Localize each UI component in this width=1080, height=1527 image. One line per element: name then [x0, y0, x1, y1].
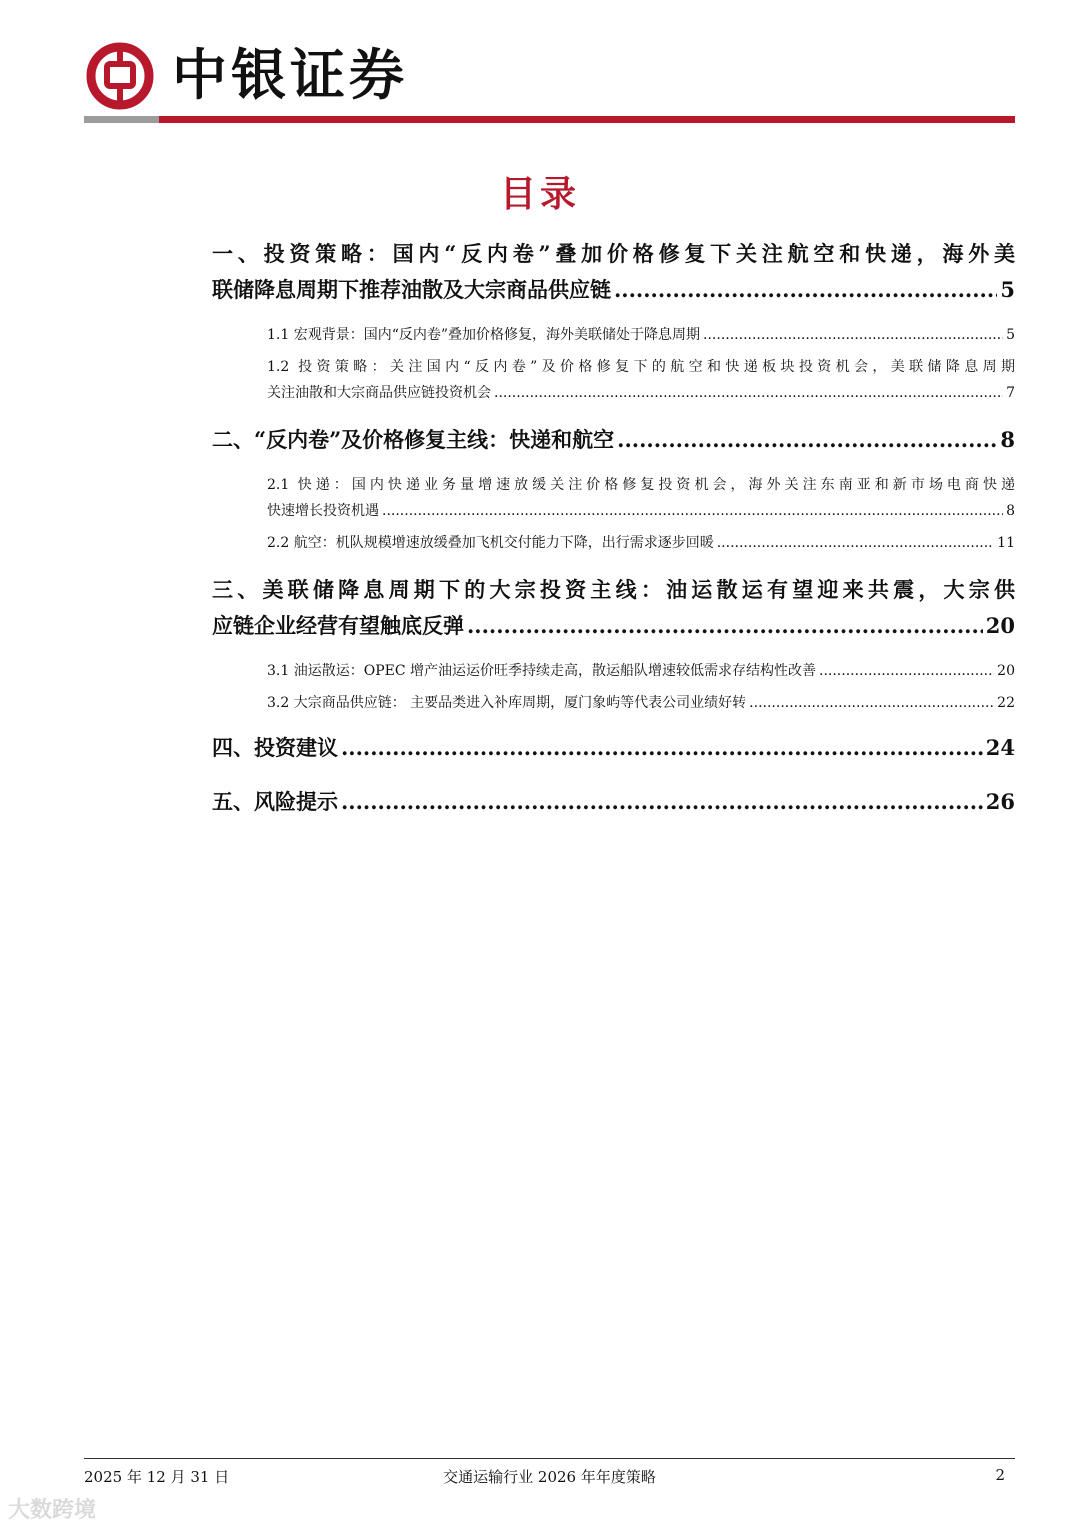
brand-name: 中银证券 [172, 42, 409, 107]
toc-page-number: 26 [985, 789, 1015, 814]
toc-section-entry[interactable] [212, 572, 1015, 644]
toc-dot-leader [341, 784, 983, 820]
toc-page-number: 5 [1006, 327, 1015, 343]
page-footer [84, 1466, 1015, 1490]
toc-dot-leader [749, 690, 994, 716]
toc-dot-leader [494, 380, 1003, 406]
toc-entry-text: 二、“反内卷”及价格修复主线：快递和航空 [212, 427, 615, 452]
toc-page-number: 7 [1006, 385, 1015, 401]
bank-of-china-logo-icon [86, 42, 154, 110]
toc-entry-text: 一、投资策略：国内“反内卷”叠加价格修复下关注航空和快递，海外美 [212, 241, 1015, 266]
toc-page-number: 11 [997, 535, 1015, 551]
toc-entry-text: 三、美联储降息周期下的大宗投资主线：油运散运有望迎来共震，大宗供 [212, 577, 1015, 602]
toc-page-number: 8 [1000, 427, 1015, 452]
footer-page-number: 2 [995, 1466, 1005, 1484]
toc-subsection-entry[interactable] [267, 658, 1015, 684]
toc-dot-leader [703, 322, 1003, 348]
toc-entry-text: 快速增长投资机遇 [267, 503, 379, 519]
toc-subsection-entry[interactable] [267, 322, 1015, 348]
header-rule-red [159, 116, 1015, 123]
toc-page-number: 22 [997, 695, 1015, 711]
toc-dot-leader [819, 658, 994, 684]
toc-section-entry[interactable] [212, 784, 1015, 820]
toc-page-number: 5 [1000, 277, 1015, 302]
header-rule-gray [84, 116, 159, 123]
toc-entry-text: 应链企业经营有望触底反弹 [212, 613, 464, 638]
toc-entry-text: 五、风险提示 [212, 789, 338, 814]
toc-page-number: 20 [997, 663, 1015, 679]
toc-entry-text: 关注油散和大宗商品供应链投资机会 [267, 385, 491, 401]
footer-report-title: 交通运输行业 2026 年年度策略 [443, 1468, 656, 1486]
toc-subsection-entry[interactable] [267, 472, 1015, 524]
toc-dot-leader [341, 730, 983, 766]
toc-dot-leader [614, 272, 997, 308]
toc-subsection-entry[interactable] [267, 690, 1015, 716]
toc-entry-text: 联储降息周期下推荐油散及大宗商品供应链 [212, 277, 611, 302]
toc-section-entry[interactable] [212, 422, 1015, 458]
watermark: 大数跨境 [8, 1498, 97, 1523]
toc-page-number: 20 [985, 613, 1015, 638]
toc-subsection-entry[interactable] [267, 354, 1015, 406]
toc-entry-text: 3.1 油运散运：OPEC 增产油运运价旺季持续走高，散运船队增速较低需求存结构性改善 [267, 663, 816, 679]
toc-page-number: 24 [985, 735, 1015, 760]
toc-entry-text: 2.1 快递：国内快递业务量增速放缓关注价格修复投资机会，海外关注东南亚和新市场电商快递 [267, 477, 1015, 493]
table-of-contents [212, 236, 1015, 820]
toc-title: 目录 [499, 173, 580, 215]
page-header [0, 0, 1080, 130]
toc-entry-text: 1.2 投资策略：关注国内“反内卷”及价格修复下的航空和快递板块投资机会，美联储降息周期 [267, 359, 1015, 375]
toc-dot-leader [717, 530, 994, 556]
toc-dot-leader [467, 608, 983, 644]
toc-section-entry[interactable] [212, 730, 1015, 766]
toc-dot-leader [382, 498, 1003, 524]
toc-subsection-entry[interactable] [267, 530, 1015, 556]
toc-entry-text: 1.1 宏观背景：国内“反内卷”叠加价格修复，海外美联储处于降息周期 [267, 327, 701, 343]
toc-entry-text: 2.2 航空：机队规模增速放缓叠加飞机交付能力下降，出行需求逐步回暖 [267, 535, 714, 551]
footer-date: 2025 年 12 月 31 日 [84, 1468, 230, 1486]
toc-entry-text: 3.2 大宗商品供应链： 主要品类进入补库周期，厦门象屿等代表公司业绩好转 [267, 695, 747, 711]
toc-entry-text: 四、投资建议 [212, 735, 338, 760]
toc-dot-leader [617, 422, 997, 458]
footer-rule [84, 1458, 1015, 1459]
toc-page-number: 8 [1006, 503, 1015, 519]
toc-section-entry[interactable] [212, 236, 1015, 308]
